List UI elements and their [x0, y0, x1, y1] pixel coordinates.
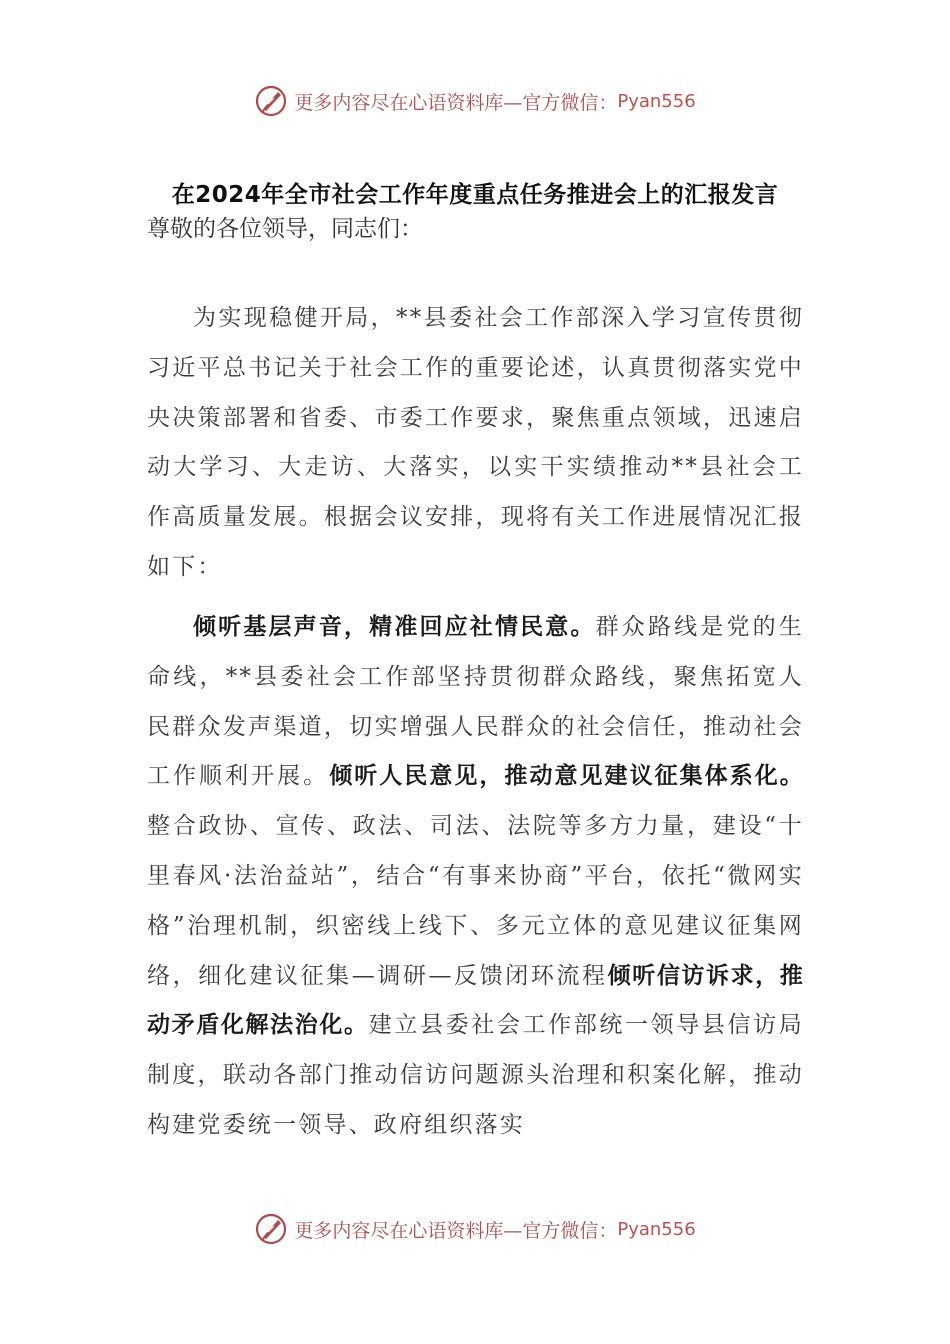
watermark-text: 更多内容尽在心语资料库—官方微信：: [294, 1219, 618, 1242]
subsection-heading-petitions: 倾听信访诉求，推动矛盾化解法治化。: [147, 962, 804, 1039]
quill-seal-icon: [254, 84, 288, 118]
section-heading: 倾听基层声音，精准回应社情民意。: [193, 614, 596, 640]
subsection-heading-opinions: 倾听人民意见，推动意见建议征集体系化。: [329, 763, 804, 790]
document-title: 在2024年全市社会工作年度重点任务推进会上的汇报发言: [171, 182, 779, 208]
salutation: 尊敬的各位领导，同志们：: [147, 216, 423, 242]
quill-seal-icon: [254, 1212, 288, 1246]
paragraph-intro: 为实现稳健开局，**县委社会工作部深入学习宣传贯彻习近平总书记关于社会工作的重要论述，认真贯彻落实党中央决策部署和省委、市委工作要求，聚焦重点领域，迅速启动大学习、大走访、大落实，以实干实绩推动**县社会工作高质量发展。根据会议安排，现将有关工作进展情况汇报如下：: [147, 305, 804, 580]
header-watermark: [0, 84, 950, 118]
paragraph-text: 建立县委社会工作部统一领导县信访局制度，联动各部门推动信访问题源头治理和积案化解，推动构建党委统一领导、政府组织落实: [147, 1012, 804, 1138]
paragraph-text: 群众路线是党的生命线，**县委社会工作部坚持贯彻群众路线，聚焦拓宽人民群众发声渠道，切实增强人民群众的社会信任，推动社会工作顺利开展。: [147, 614, 804, 790]
watermark-handle: Pyan556: [617, 1218, 696, 1240]
footer-watermark: [0, 1212, 950, 1246]
paragraph-listening: [147, 603, 804, 1151]
paragraph-text: 整合政协、宣传、政法、司法、法院等多方力量，建设“十里春风·法治益站”，结合“有事来协商”平台，依托“微网实格”治理机制，织密线上线下、多元立体的意见建议征集网络，细化建议征集—调研—反馈闭环流程: [147, 813, 804, 989]
watermark-text: 更多内容尽在心语资料库—官方微信：: [294, 91, 618, 114]
watermark-handle: Pyan556: [617, 90, 696, 112]
